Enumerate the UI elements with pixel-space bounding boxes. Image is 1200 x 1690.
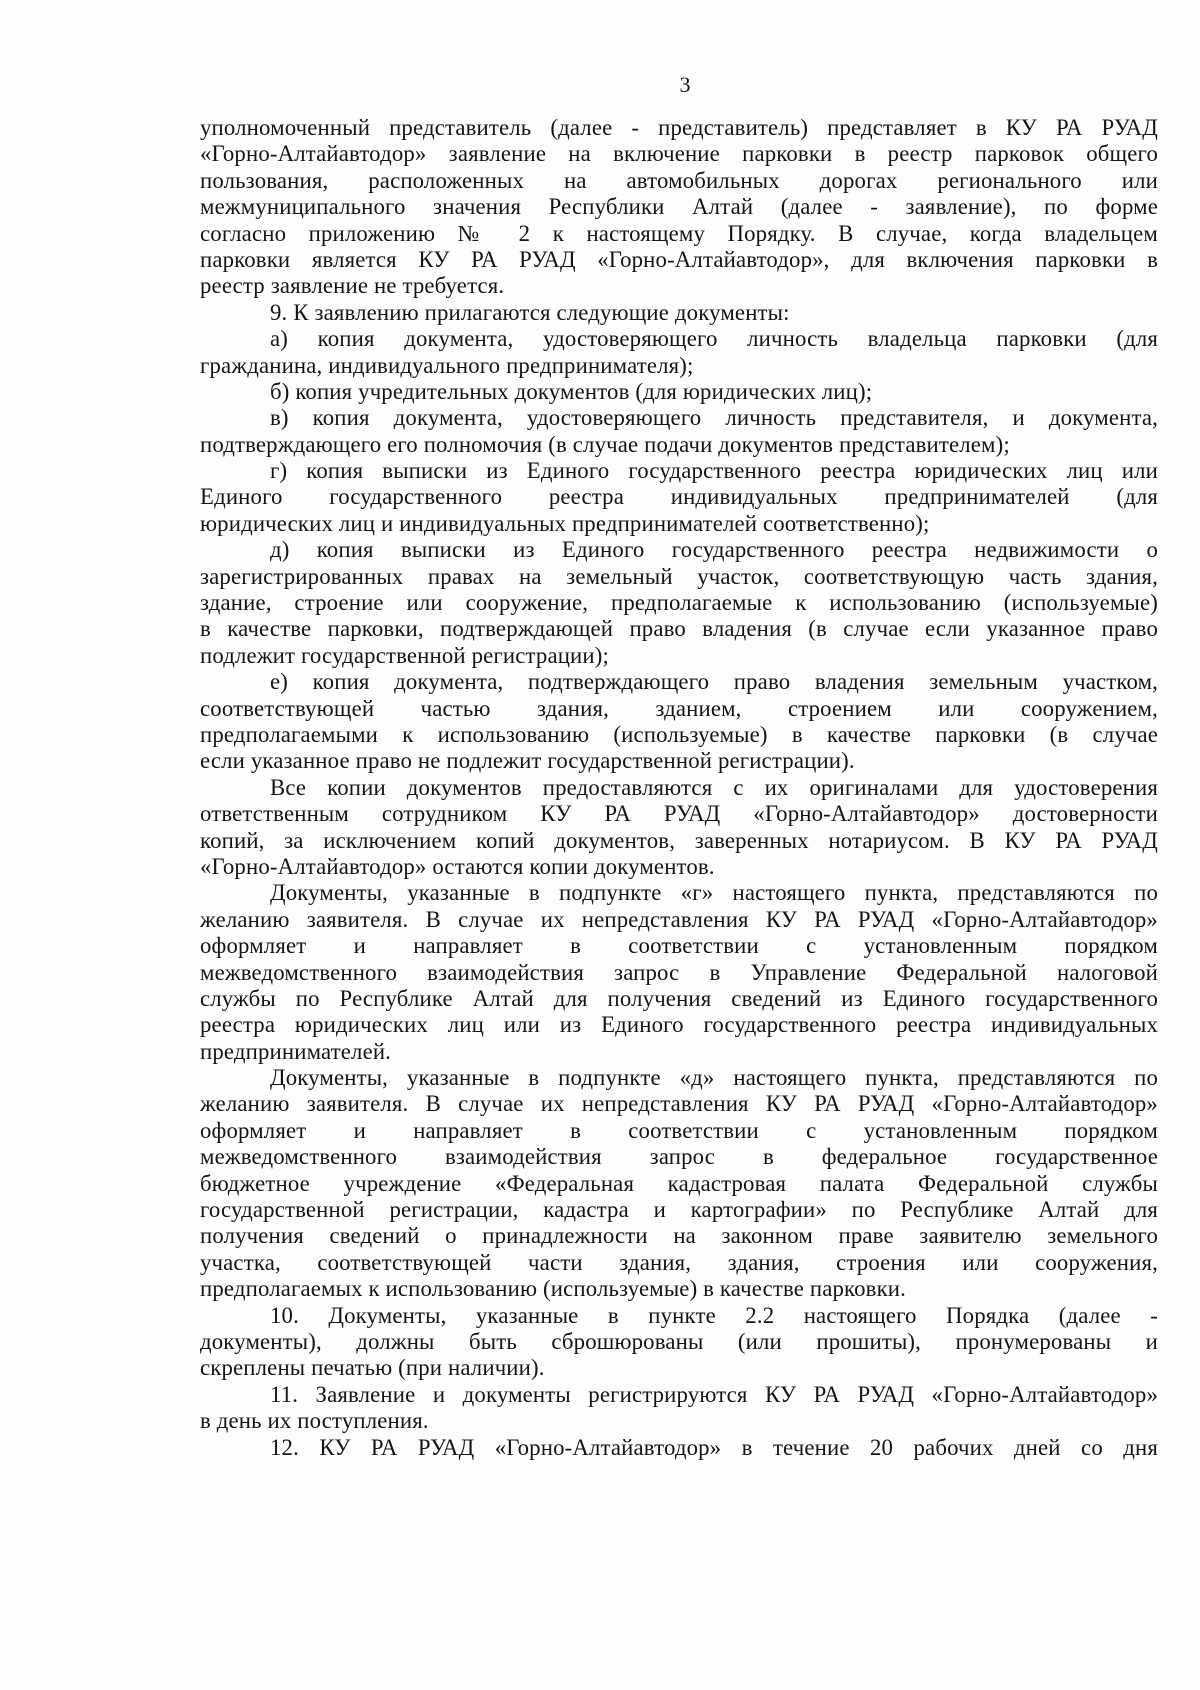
text-line: 9. К заявлению прилагаются следующие документы: [270, 299, 790, 325]
text-line: д) копия выписки из Единого государственного реестра недвижимости о [270, 537, 1158, 563]
text-line: межведомственного взаимодействия запрос в федеральное государственное [200, 1144, 1158, 1170]
text-line: копий, за исключением копий документов, заверенных нотариусом. В КУ РА РУАД [200, 827, 1158, 853]
text-line: Документы, указанные в подпункте «д» настоящего пункта, представляются по [270, 1065, 1158, 1091]
text-line: участка, соответствующей части здания, здания, строения или сооружения, [200, 1249, 1158, 1275]
text-line: Единого государственного реестра индивидуальных предпринимателей (для [200, 484, 1158, 510]
text-line: желанию заявителя. В случае их непредставления КУ РА РУАД «Горно-Алтайавтодор» [200, 1091, 1158, 1117]
text-line: здание, строение или сооружение, предполагаемые к использованию (используемые) [200, 590, 1158, 616]
text-line: подтверждающего его полномочия (в случае подачи документов представителем); [200, 431, 1010, 457]
text-line: в день их поступления. [200, 1408, 429, 1434]
text-line: межведомственного взаимодействия запрос в Управление Федеральной налоговой [200, 959, 1158, 985]
text-line: бюджетное учреждение «Федеральная кадастровая палата Федеральной службы [200, 1170, 1158, 1196]
text-line: оформляет и направляет в соответствии с установленным порядком [200, 933, 1158, 959]
text-line: Все копии документов предоставляются с их оригиналами для удостоверения [270, 774, 1158, 800]
text-line: г) копия выписки из Единого государственного реестра юридических лиц или [270, 458, 1158, 484]
text-line: скреплены печатью (при наличии). [200, 1355, 545, 1381]
text-line: пользования, расположенных на автомобильных дорогах регионального или [200, 167, 1158, 193]
text-line: соответствующей частью здания, зданием, строением или сооружением, [200, 695, 1158, 721]
text-line: в качестве парковки, подтверждающей право владения (в случае если указанное право [200, 616, 1158, 642]
text-line: б) копия учредительных документов (для юридических лиц); [270, 378, 873, 404]
text-line: в) копия документа, удостоверяющего личность представителя, и документа, [270, 405, 1158, 431]
text-line: желанию заявителя. В случае их непредставления КУ РА РУАД «Горно-Алтайавтодор» [200, 906, 1158, 932]
text-line: 12. КУ РА РУАД «Горно-Алтайавтодор» в течение 20 рабочих дней со дня [270, 1434, 1158, 1460]
text-line: реестра юридических лиц или из Единого государственного реестра индивидуальных [200, 1012, 1158, 1038]
text-line: Документы, указанные в подпункте «г» настоящего пункта, представляются по [270, 880, 1158, 906]
text-line: государственной регистрации, кадастра и картографии» по Республике Алтай для [200, 1197, 1158, 1223]
text-line: оформляет и направляет в соответствии с установленным порядком [200, 1117, 1158, 1143]
text-line: е) копия документа, подтверждающего право владения земельным участком, [270, 669, 1158, 695]
text-line: а) копия документа, удостоверяющего личность владельца парковки (для [270, 326, 1158, 352]
text-line: реестр заявление не требуется. [200, 273, 505, 299]
text-line: предполагаемыми к использованию (используемые) в качестве парковки (в случае [200, 721, 1158, 747]
text-line: парковки является КУ РА РУАД «Горно-Алтайавтодор», для включения парковки в [200, 246, 1158, 272]
text-line: ответственным сотрудником КУ РА РУАД «Горно-Алтайавтодор» достоверности [200, 801, 1158, 827]
text-line: уполномоченный представитель (далее - представитель) представляет в КУ РА РУАД [200, 115, 1158, 140]
text-line: «Горно-Алтайавтодор» заявление на включение парковки в реестр парковок общего [200, 141, 1158, 167]
text-line: согласно приложению № 2 к настоящему Порядку. В случае, когда владельцем [200, 220, 1158, 246]
text-line: 11. Заявление и документы регистрируются КУ РА РУАД «Горно-Алтайавтодор» [270, 1381, 1158, 1407]
text-line: предпринимателей. [200, 1038, 392, 1064]
document-body [200, 115, 1158, 1461]
text-line: подлежит государственной регистрации); [200, 642, 609, 668]
text-line: получения сведений о принадлежности на законном праве заявителю земельного [200, 1223, 1158, 1249]
text-line: юридических лиц и индивидуальных предпринимателей соответственно); [200, 510, 930, 536]
page-number: 3 [679, 72, 691, 97]
text-line: службы по Республике Алтай для получения сведений из Единого государственного [200, 985, 1158, 1011]
text-line: зарегистрированных правах на земельный участок, соответствующую часть здания, [200, 563, 1158, 589]
text-line: межмуниципального значения Республики Алтай (далее - заявление), по форме [200, 194, 1158, 220]
text-line: документы), должны быть сброшюрованы (или прошиты), пронумерованы и [200, 1328, 1158, 1354]
text-line: если указанное право не подлежит государственной регистрации). [200, 748, 855, 774]
text-line: гражданина, индивидуального предпринимателя); [200, 352, 694, 378]
text-line: 10. Документы, указанные в пункте 2.2 настоящего Порядка (далее - [270, 1302, 1158, 1328]
text-line: предполагаемых к использованию (используемые) в качестве парковки. [200, 1276, 907, 1302]
text-line: «Горно-Алтайавтодор» остаются копии документов. [200, 853, 715, 879]
